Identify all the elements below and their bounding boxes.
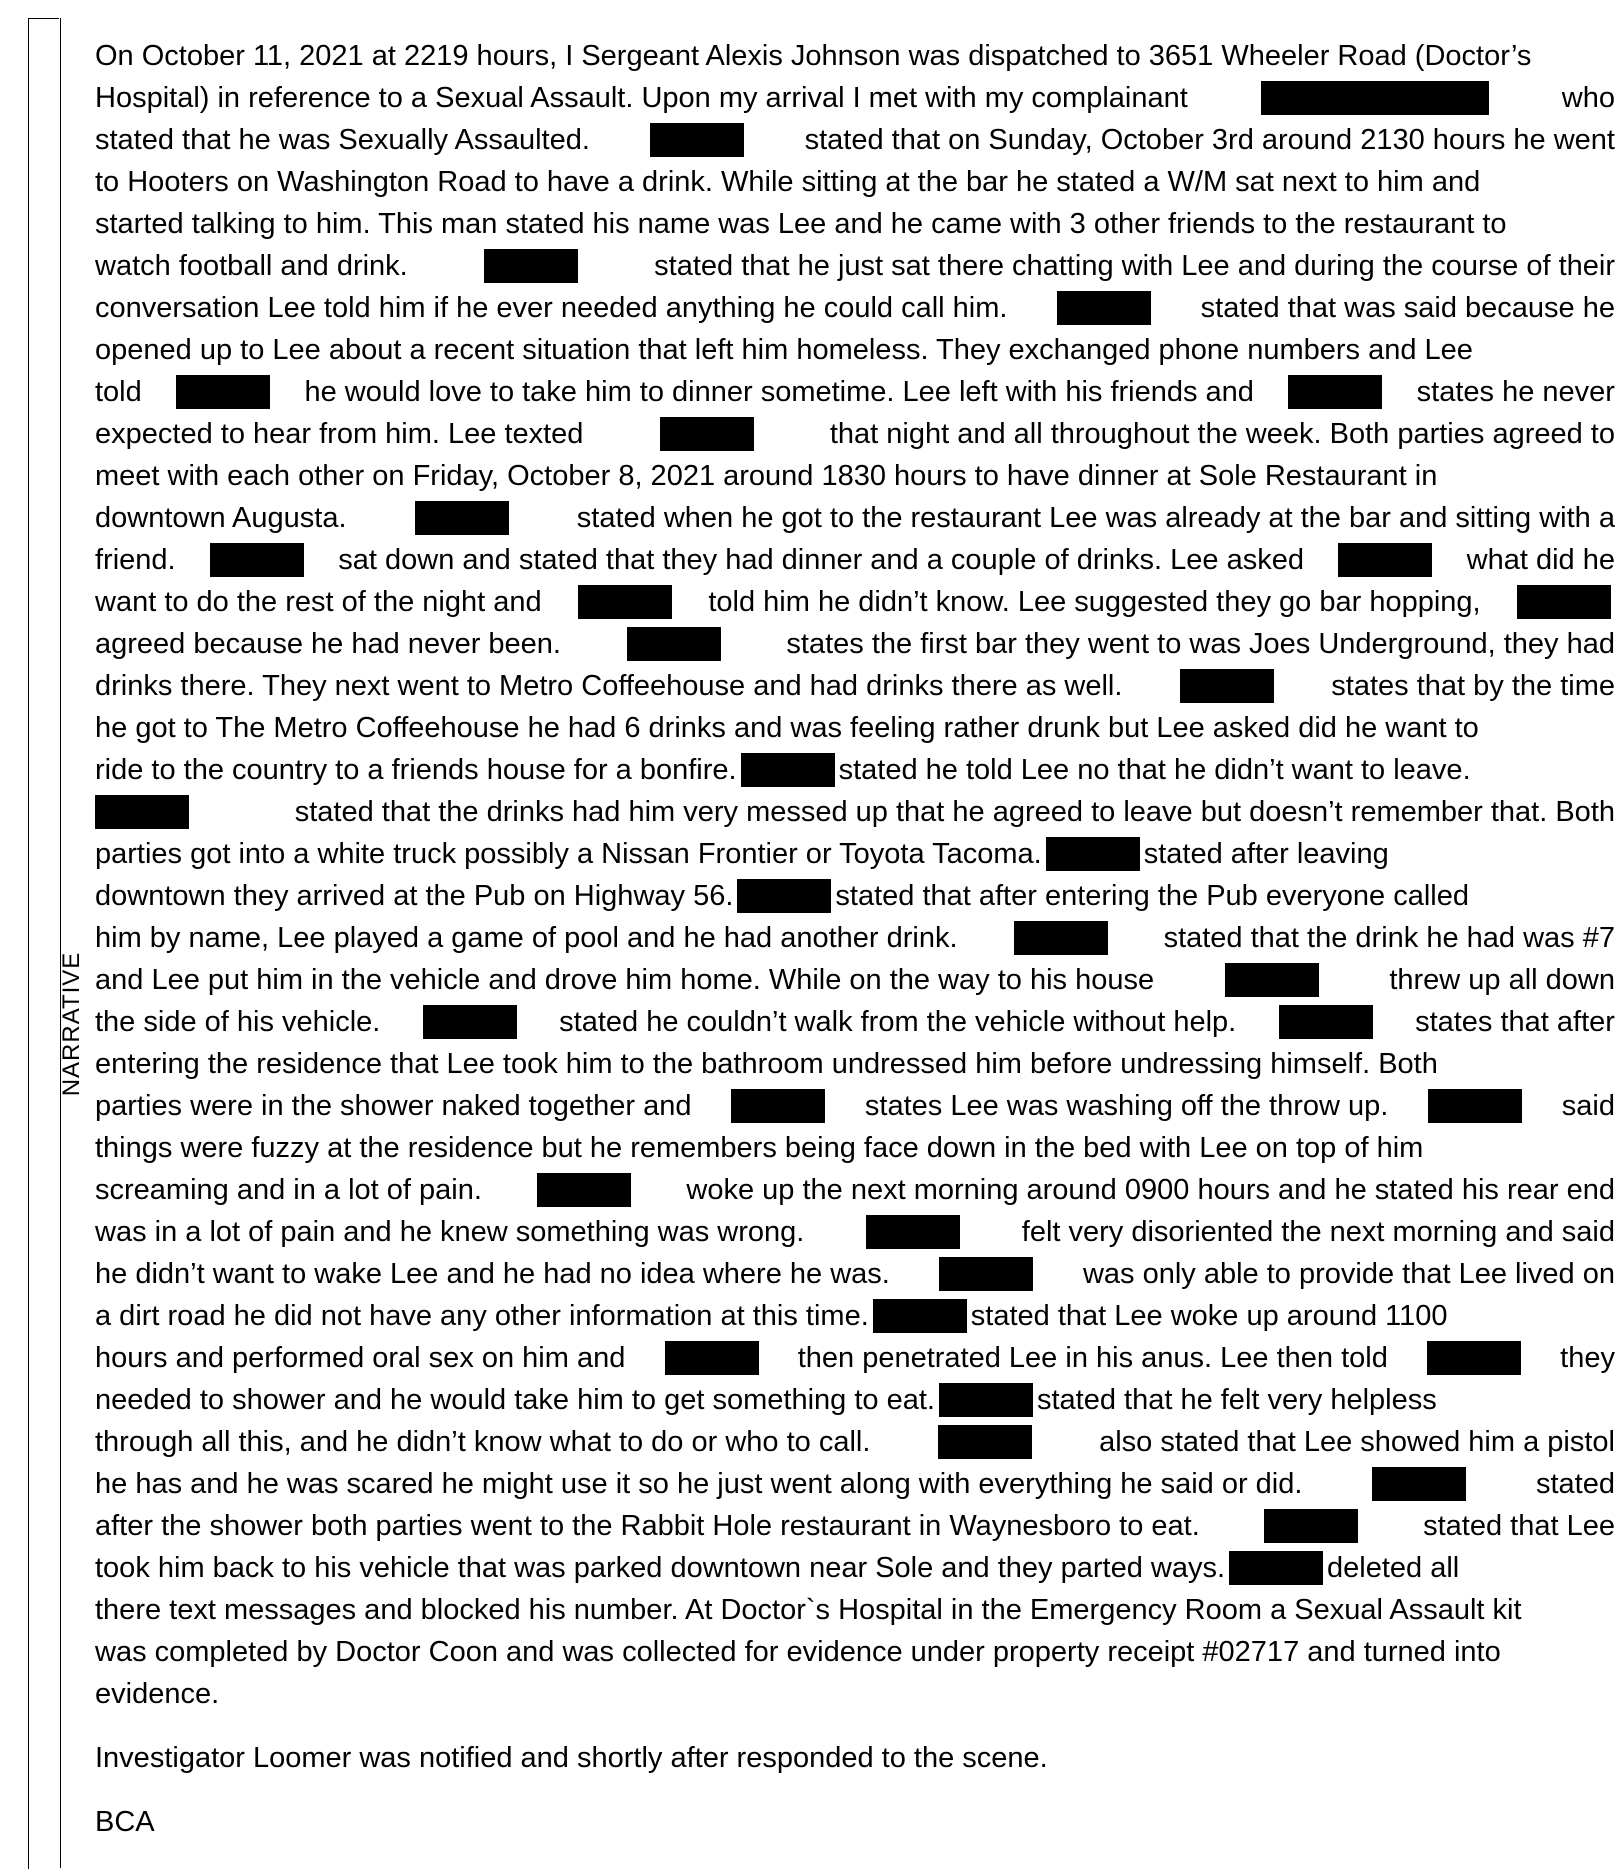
narrative-line: expected to hear from him. Lee texted that night and all throughout the week. Both parties agreed to <box>95 418 1615 450</box>
redaction-box <box>1180 669 1274 703</box>
redaction-box <box>1428 1089 1522 1123</box>
officer-initials: BCA <box>95 1806 155 1838</box>
redaction-box <box>1014 921 1108 955</box>
narrative-line: he got to The Metro Coffeehouse he had 6 drinks and was feeling rather drunk but Lee asked did he want to <box>95 712 1479 744</box>
redaction-box <box>665 1341 759 1375</box>
narrative-line: agreed because he had never been. states the first bar they went to was Joes Underground, they had <box>95 628 1615 660</box>
narrative-line: entering the residence that Lee took him to the bathroom undressed him before undressing himself. Both <box>95 1048 1438 1080</box>
redaction-box <box>537 1173 631 1207</box>
redaction-box <box>578 585 672 619</box>
redaction-box <box>1517 585 1611 619</box>
redaction-box <box>627 627 721 661</box>
narrative-line: watch football and drink. stated that he just sat there chatting with Lee and during the course of their <box>95 250 1615 282</box>
report-form <box>28 18 1622 1868</box>
redaction-box <box>415 501 509 535</box>
redaction-box <box>1057 291 1151 325</box>
narrative-line: he didn’t want to wake Lee and he had no idea where he was. was only able to provide that Lee lived on <box>95 1258 1615 1290</box>
label-column <box>28 18 59 1869</box>
narrative-line: was in a lot of pain and he knew something was wrong. felt very disoriented the next morning and said <box>95 1216 1615 1248</box>
narrative-line: downtown Augusta. stated when he got to the restaurant Lee was already at the bar and sitting with a <box>95 502 1615 534</box>
redaction-box <box>873 1299 967 1333</box>
narrative-line: took him back to his vehicle that was parked downtown near Sole and they parted ways. deleted all <box>95 1552 1460 1584</box>
narrative-line: through all this, and he didn’t know what to do or who to call. also stated that Lee showed him a pistol <box>95 1426 1615 1458</box>
redaction-box <box>1261 81 1489 115</box>
narrative-line: and Lee put him in the vehicle and drove him home. While on the way to his house threw up all down <box>95 964 1615 996</box>
redaction-box <box>1264 1509 1358 1543</box>
narrative-line: ride to the country to a friends house for a bonfire. stated he told Lee no that he didn’t want to leave. <box>95 754 1471 786</box>
redaction-box <box>938 1425 1032 1459</box>
redaction-box <box>866 1215 960 1249</box>
narrative-line: parties were in the shower naked together and states Lee was washing off the throw up. said <box>95 1090 1615 1122</box>
narrative-line: friend. sat down and stated that they had dinner and a couple of drinks. Lee asked what did he <box>95 544 1615 576</box>
narrative-line: stated that he was Sexually Assaulted. stated that on Sunday, October 3rd around 2130 hours he went <box>95 124 1615 156</box>
narrative-line: drinks there. They next went to Metro Coffeehouse and had drinks there as well. states that by the time <box>95 670 1615 702</box>
narrative-line: stated that the drinks had him very messed up that he agreed to leave but doesn’t remember that. Both <box>95 791 1615 833</box>
narrative-line: screaming and in a lot of pain. woke up the next morning around 0900 hours and he stated his rear end <box>95 1174 1615 1206</box>
narrative-line: after the shower both parties went to the Rabbit Hole restaurant in Waynesboro to eat. stated that Lee <box>95 1510 1615 1542</box>
narrative-line: hours and performed oral sex on him and then penetrated Lee in his anus. Lee then told they <box>95 1342 1615 1374</box>
redaction-box <box>95 795 189 829</box>
narrative-line: downtown they arrived at the Pub on Highway 56. stated that after entering the Pub everyone called <box>95 880 1469 912</box>
redaction-box <box>1229 1551 1323 1585</box>
redaction-box <box>1427 1341 1521 1375</box>
narrative-line: evidence. <box>95 1678 220 1710</box>
narrative-line: want to do the rest of the night and told him he didn’t know. Lee suggested they go bar hopping, <box>95 581 1615 623</box>
redaction-box <box>210 543 304 577</box>
narrative-line: opened up to Lee about a recent situation that left him homeless. They exchanged phone numbers and Lee <box>95 334 1473 366</box>
redaction-box <box>650 123 744 157</box>
redaction-box <box>1372 1467 1466 1501</box>
narrative-body <box>60 18 1623 1868</box>
redaction-box <box>741 753 835 787</box>
redaction-box <box>176 375 270 409</box>
narrative-line: things were fuzzy at the residence but he remembers being face down in the bed with Lee on top of him <box>95 1132 1424 1164</box>
redaction-box <box>1225 963 1319 997</box>
redaction-box <box>939 1383 1033 1417</box>
redaction-box <box>1338 543 1432 577</box>
narrative-line: On October 11, 2021 at 2219 hours, I Sergeant Alexis Johnson was dispatched to 3651 Wheeler Road (Doctor’s <box>95 40 1532 72</box>
follow-up-paragraph: Investigator Loomer was notified and shortly after responded to the scene. <box>95 1742 1048 1774</box>
redaction-box <box>1288 375 1382 409</box>
redaction-box <box>423 1005 517 1039</box>
narrative-line: Hospital) in reference to a Sexual Assault. Upon my arrival I met with my complainant who <box>95 82 1615 114</box>
redaction-box <box>660 417 754 451</box>
narrative-line: parties got into a white truck possibly a Nissan Frontier or Toyota Tacoma. stated after leaving <box>95 838 1389 870</box>
redaction-box <box>939 1257 1033 1291</box>
narrative-line: told he would love to take him to dinner sometime. Lee left with his friends and states he never <box>95 376 1615 408</box>
redaction-box <box>1046 837 1140 871</box>
narrative-line: to Hooters on Washington Road to have a drink. While sitting at the bar he stated a W/M sat next to him and <box>95 166 1481 198</box>
narrative-line: there text messages and blocked his number. At Doctor`s Hospital in the Emergency Room a Sexual Assault kit <box>95 1594 1522 1626</box>
redaction-box <box>1279 1005 1373 1039</box>
narrative-line: him by name, Lee played a game of pool and he had another drink. stated that the drink he had was #7 <box>95 922 1615 954</box>
narrative-line: he has and he was scared he might use it so he just went along with everything he said or did. stated <box>95 1468 1615 1500</box>
narrative-line: conversation Lee told him if he ever needed anything he could call him. stated that was said because he <box>95 292 1615 324</box>
narrative-line: the side of his vehicle. stated he couldn’t walk from the vehicle without help. states that after <box>95 1006 1615 1038</box>
narrative-line: was completed by Doctor Coon and was collected for evidence under property receipt #02717 and turned into <box>95 1636 1501 1668</box>
redaction-box <box>731 1089 825 1123</box>
narrative-line: started talking to him. This man stated his name was Lee and he came with 3 other friends to the restaurant to <box>95 208 1507 240</box>
redaction-box <box>737 879 831 913</box>
narrative-line: meet with each other on Friday, October 8, 2021 around 1830 hours to have dinner at Sole Restaurant in <box>95 460 1438 492</box>
narrative-line: a dirt road he did not have any other information at this time. stated that Lee woke up around 1100 <box>95 1300 1448 1332</box>
redaction-box <box>484 249 578 283</box>
section-label: NARRATIVE <box>58 951 85 1097</box>
narrative-line: needed to shower and he would take him to get something to eat. stated that he felt very helpless <box>95 1384 1437 1416</box>
